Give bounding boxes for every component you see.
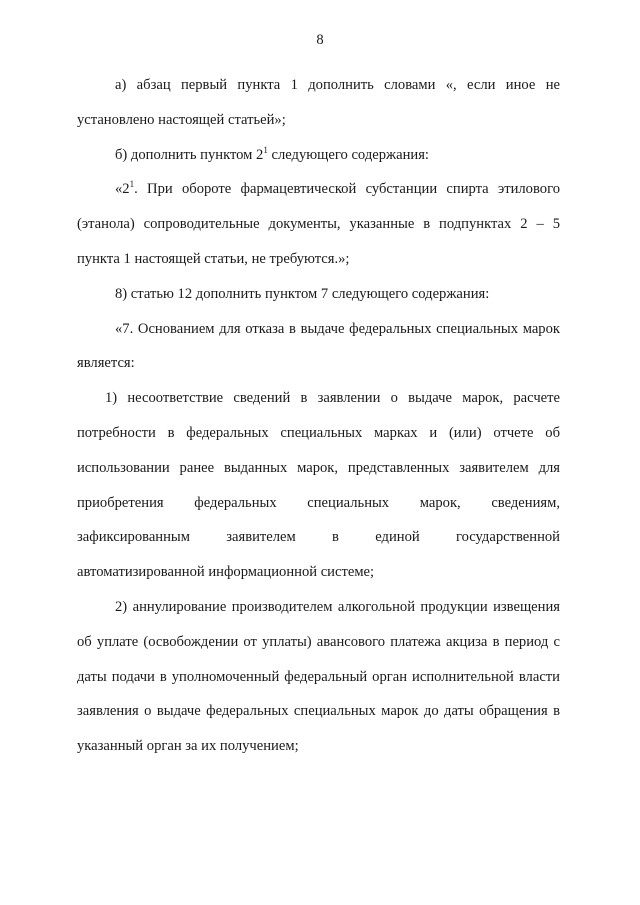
document-body xyxy=(77,68,560,764)
paragraph-8: 8) статью 12 дополнить пунктом 7 следующего содержания: xyxy=(115,285,490,302)
paragraph-b-text-end: следующего содержания: xyxy=(267,146,429,163)
page-number: 8 xyxy=(316,32,324,48)
list-item-2: 2) аннулирование производителем алкогольной продукции извещения об уплате (освобождении от уплаты) авансового платежа акциза в период с даты подачи в уполномоченный федеральный орган исполнительной власти заявления о выдаче федеральных специальных марок до даты обращения в указанный орган за их получением; xyxy=(77,598,560,755)
superscript: 1 xyxy=(129,179,135,190)
paragraph-2-1-text: . При обороте фармацевтической субстанции спирта этилового (этанола) сопроводительные документы, указанные в подпунктах 2 – 5 пункта 1 настоящей статьи, не требуются.»; xyxy=(77,181,560,267)
paragraph-b-text: б) дополнить пунктом 2 xyxy=(115,146,264,163)
list-item-1: 1) несоответствие сведений в заявлении о выдаче марок, расчете потребности в федеральных специальных марках и (или) отчете об использовании ранее выданных марок, представленных заявителем для приобретения федеральных специальных марок, сведениям, зафиксированным заявителем в единой государственной автоматизированной информационной системе; xyxy=(77,390,560,581)
paragraph-2-1-start: «2 xyxy=(115,181,130,198)
superscript: 1 xyxy=(263,144,268,155)
paragraph-7: «7. Основанием для отказа в выдаче федеральных специальных марок является: xyxy=(77,320,560,372)
paragraph-2-1 xyxy=(77,172,560,276)
paragraph-b xyxy=(77,138,560,173)
paragraph-a: а) абзац первый пункта 1 дополнить словами «, если иное не установлено настоящей статьей»; xyxy=(77,77,560,128)
